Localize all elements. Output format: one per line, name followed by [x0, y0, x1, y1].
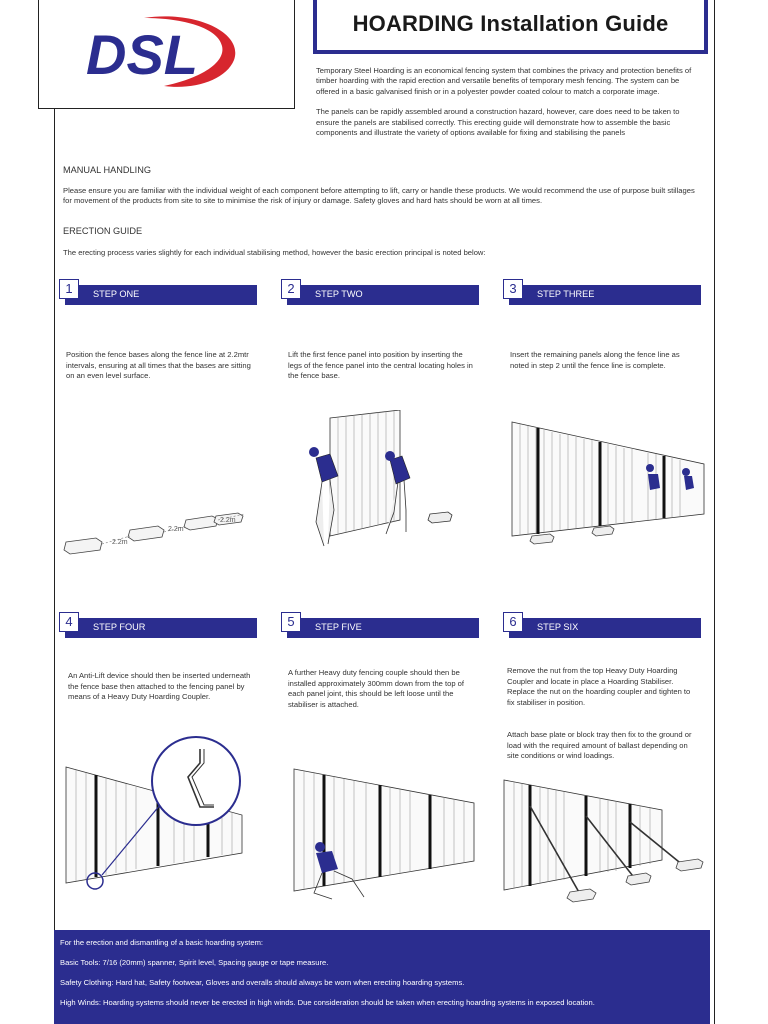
dim-label: 2.2m — [220, 517, 236, 524]
step-label: STEP THREE — [537, 289, 595, 299]
lift-panel-illustration — [300, 410, 470, 560]
step-label: STEP SIX — [537, 622, 579, 632]
manual-handling-text: Please ensure you are familiar with the individual weight of each component before attempting to lift, carry or handle these products. We would recommend the use of purpose built stillages for movement of the products from site to site to minimise the risk of injury or damage. Safety gloves and hard hats should be worn at all times. — [63, 186, 695, 206]
footer-clothing: Safety Clothing: Hard hat, Safety footwear, Gloves and overalls should always be worn when erecting hoarding systems. — [60, 978, 465, 987]
page-title: HOARDING Installation Guide — [352, 11, 669, 36]
erection-guide-text: The erecting process varies slightly for each individual stabilising method, however the basic erection principal is noted below: — [63, 248, 486, 257]
anti-lift-illustration — [62, 735, 248, 895]
step-bar — [287, 618, 479, 638]
step-four-text: An Anti-Lift device should then be inserted underneath the fence base then attached to the fencing panel by means of a Heavy Duty Hoarding Coupler. — [68, 671, 251, 702]
title-box — [313, 0, 708, 54]
step-six-text: Remove the nut from the top Heavy Duty Hoarding Coupler and locate in place a Hoarding Stabiliser. Replace the nut on the hoarding coupler and tighten to fix stabiliser in position. — [507, 666, 691, 707]
step-number: 4 — [59, 612, 79, 632]
step-bar — [65, 285, 257, 305]
fence-bases-illustration — [60, 500, 260, 560]
intro-paragraph-1: Temporary Steel Hoarding is an economical fencing system that combines the privacy and protection benefits of timber hoarding with the rapid erection and versatile benefits of temporary mesh fencing. The system can be offered in a basic galvanised finish or in a polyester powder coated colour to match a corporate image. — [316, 66, 692, 96]
stabiliser-illustration — [500, 776, 706, 908]
step-five-text: A further Heavy duty fencing couple should then be installed approximately 300mm down from the top of each panel joint, this should be left loose until the stabiliser is attached. — [288, 668, 465, 709]
step-number: 1 — [59, 279, 79, 299]
step-six-text-2: Attach base plate or block tray then fix to the ground or load with the required amount of ballast depending on site conditions or wind loadings. — [507, 730, 692, 761]
step-number: 5 — [281, 612, 301, 632]
step-number: 6 — [503, 612, 523, 632]
erection-guide-heading: ERECTION GUIDE — [63, 226, 143, 236]
dim-label: 2.2m — [112, 539, 128, 546]
step-label: STEP FIVE — [315, 622, 362, 632]
step-label: STEP TWO — [315, 289, 363, 299]
logo — [38, 0, 295, 109]
step-bar — [287, 285, 479, 305]
step-number: 3 — [503, 279, 523, 299]
manual-handling-heading: MANUAL HANDLING — [63, 165, 151, 175]
step-number: 2 — [281, 279, 301, 299]
step-bar — [509, 618, 701, 638]
intro — [316, 66, 700, 148]
page-border-left — [54, 108, 55, 1024]
footer-notes — [54, 930, 710, 1024]
step-label: STEP FOUR — [93, 622, 146, 632]
dsl-logo-icon — [84, 12, 244, 92]
step-bar — [65, 618, 257, 638]
footer-high-winds: High Winds: Hoarding systems should never be erected in high winds. Due consideration should be taken when erecting hoarding systems in exposed location. — [60, 998, 595, 1007]
step-three-text: Insert the remaining panels along the fence line as noted in step 2 until the fence line is complete. — [510, 350, 680, 370]
step-one-text: Position the fence bases along the fence line at 2.2mtr intervals, ensuring at all times that the bases are sitting on an even level surface. — [66, 350, 251, 381]
coupler-illustration — [290, 765, 480, 905]
step-bar — [509, 285, 701, 305]
footer-tools: Basic Tools: 7/16 (20mm) spanner, Spirit level, Spacing gauge or tape measure. — [60, 958, 329, 967]
intro-paragraph-2: The panels can be rapidly assembled around a construction hazard, however, care does need to be taken to ensure the panels are stabilised correctly. This erecting guide will demonstrate how to assemble the basic components and illustrate the variety of options available for fixing and stabilising the panels — [316, 107, 680, 138]
page-border-right — [714, 0, 715, 1024]
footer-intro: For the erection and dismantling of a basic hoarding system: — [60, 938, 264, 947]
step-two-text: Lift the first fence panel into position by inserting the legs of the fence panel into the central locating holes in the fence base. — [288, 350, 473, 381]
step-label: STEP ONE — [93, 289, 140, 299]
complete-fence-illustration — [508, 418, 708, 548]
dim-label: 2.2m — [168, 526, 184, 533]
logo-text: DSL — [86, 23, 198, 86]
